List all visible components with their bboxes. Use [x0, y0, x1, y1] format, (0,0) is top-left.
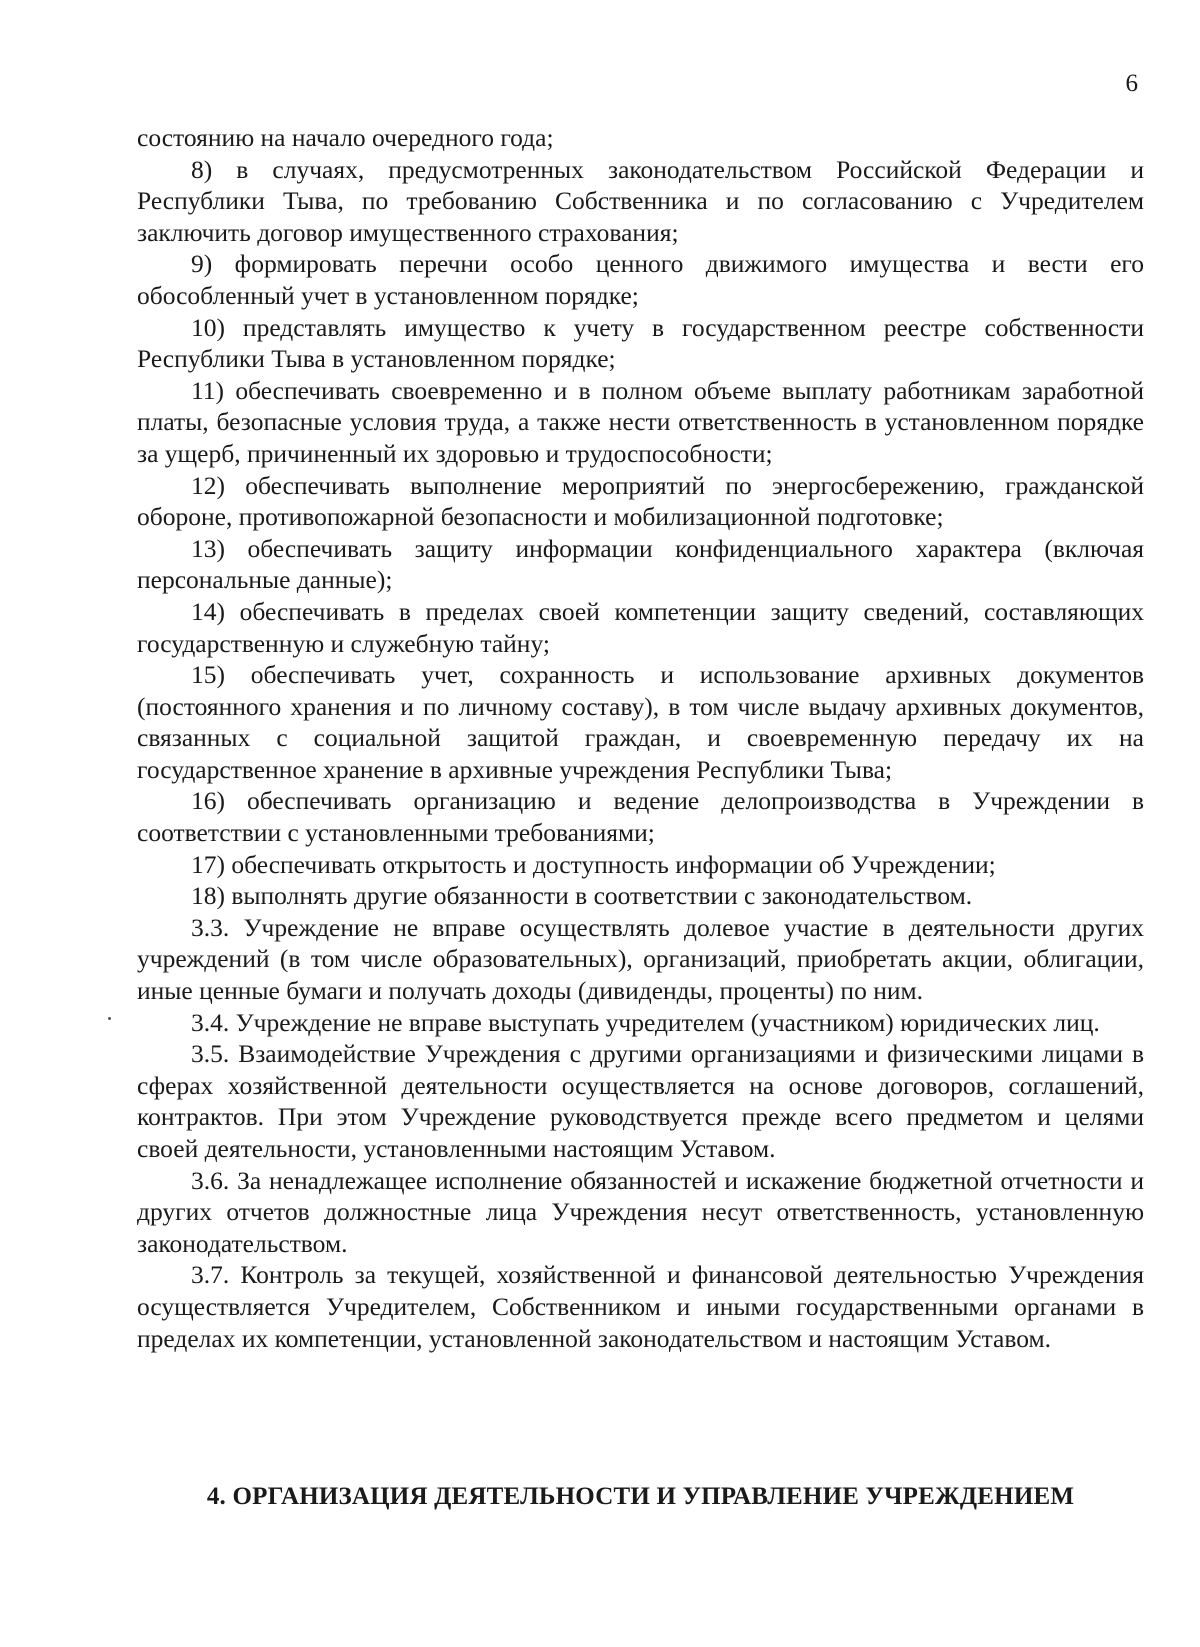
- list-item-12: 12) обеспечивать выполнение мероприятий по энергосбережению, гражданской обороне, противопожарной безопасности и мобилизационной подготовке;: [137, 470, 1144, 532]
- scan-artifact: [108, 1017, 111, 1020]
- list-item-11: 11) обеспечивать своевременно и в полном объеме выплату работникам заработной платы, безопасные условия труда, а также нести ответственность в установленном порядке за ущерб, причиненный их здоровью и трудоспособности;: [137, 375, 1144, 468]
- list-item-17: 17) обеспечивать открытость и доступность информации об Учреждении;: [191, 849, 996, 879]
- clause-3-6: 3.6. За ненадлежащее исполнение обязанностей и искажение бюджетной отчетности и других отчетов должностные лица Учреждения несут ответственность, установленную законодательством.: [137, 1165, 1144, 1258]
- page-number: 6: [1125, 70, 1138, 97]
- clause-3-3: 3.3. Учреждение не вправе осуществлять долевое участие в деятельности других учреждений (в том числе образовательных), организаций, приобретать акции, облигации, иные ценные бумаги и получать доходы (дивиденды, проценты) по ним.: [137, 912, 1144, 1006]
- list-item-16: 16) обеспечивать организацию и ведение делопроизводства в Учреждении в соответствии с установленными требованиями;: [137, 786, 1144, 848]
- paragraph-continuation: состоянию на начало очередного года;: [137, 123, 554, 152]
- list-item-9: 9) формировать перечни особо ценного движимого имущества и вести его обособленный учет в установленном порядке;: [137, 249, 1144, 310]
- list-item-8: 8) в случаях, предусмотренных законодательством Российской Федерации и Республики Тыва, по требованию Собственника и по согласованию с Учредителем заключить договор имущественного страхования;: [137, 154, 1144, 247]
- clause-3-4: 3.4. Учреждение не вправе выступать учредителем (участником) юридических лиц.: [191, 1007, 1100, 1037]
- list-item-10: 10) представлять имущество к учету в государственном реестре собственности Республики Тыва в установленном порядке;: [137, 312, 1144, 374]
- clause-3-7: 3.7. Контроль за текущей, хозяйственной и финансовой деятельностью Учреждения осуществляется Учредителем, Собственником и иными государственными органами в пределах их компетенции, установленной законодательством и настоящим Уставом.: [137, 1260, 1144, 1353]
- list-item-15: 15) обеспечивать учет, сохранность и использование архивных документов (постоянного хранения и по личному составу), в том числе выдачу архивных документов, связанных с социальной защитой граждан, и своевременную передачу их на государственное хранение в архивные учреждения Республики Тыва;: [137, 660, 1144, 784]
- document-body: [137, 122, 1144, 1354]
- section-heading: 4. ОРГАНИЗАЦИЯ ДЕЯТЕЛЬНОСТИ И УПРАВЛЕНИЕ УЧРЕЖДЕНИЕМ: [206, 1483, 1075, 1510]
- list-item-13: 13) обеспечивать защиту информации конфиденциального характера (включая персональные данные);: [137, 533, 1144, 595]
- list-item-18: 18) выполнять другие обязанности в соответствии с законодательством.: [191, 881, 973, 911]
- list-item-14: 14) обеспечивать в пределах своей компетенции защиту сведений, составляющих государственную и служебную тайну;: [137, 596, 1144, 658]
- clause-3-5: 3.5. Взаимодействие Учреждения с другими организациями и физическими лицами в сферах хозяйственной деятельности осуществляется на основе договоров, соглашений, контрактов. При этом Учреждение руководствуется прежде всего предметом и целями своей деятельности, установленными настоящим Уставом.: [137, 1039, 1144, 1163]
